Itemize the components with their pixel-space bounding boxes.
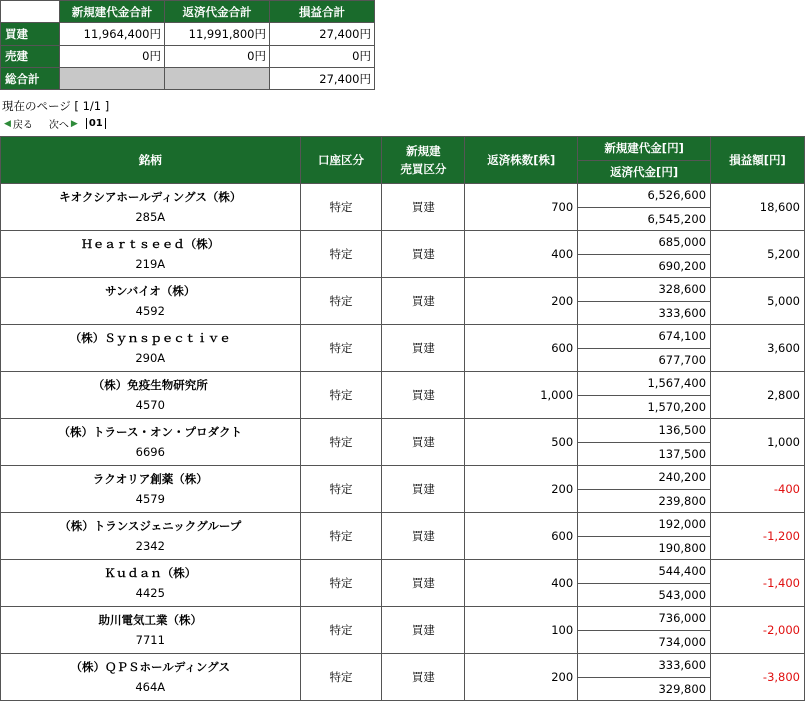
table-header-row-1: [1, 137, 805, 161]
trade-type: 買建: [382, 419, 465, 466]
account-type: 特定: [300, 325, 382, 372]
summary-label-total: 総合計: [1, 67, 60, 89]
account-type: 特定: [300, 654, 382, 701]
table-row: [1, 325, 805, 349]
table-row: [1, 654, 805, 678]
stock-code: 219A: [135, 257, 166, 271]
profit-loss: 5,000: [711, 278, 805, 325]
trade-type: 買建: [382, 560, 465, 607]
stock-cell: [1, 560, 301, 607]
stock-name: ラクオリア創薬（株）: [92, 472, 208, 486]
quantity: 400: [465, 231, 578, 278]
summary-total-blank-1: [60, 67, 165, 89]
stock-name: （株）ＱＰＳホールディングス: [70, 660, 231, 674]
header-repay-amount: 返済代金[円]: [578, 160, 711, 184]
stock-cell: [1, 466, 301, 513]
table-row: [1, 607, 805, 631]
page-info: 現在のページ [ 1/1 ]: [2, 99, 110, 113]
summary-label-sell: 売建: [1, 45, 60, 67]
stock-cell: [1, 372, 301, 419]
account-type: 特定: [300, 278, 382, 325]
summary-table: [0, 0, 375, 90]
new-amount: 685,000: [578, 231, 711, 255]
table-row: [1, 278, 805, 302]
stock-cell: [1, 325, 301, 372]
profit-loss: 1,000: [711, 419, 805, 466]
trade-type: 買建: [382, 372, 465, 419]
trade-type: 買建: [382, 607, 465, 654]
quantity: 600: [465, 325, 578, 372]
repay-amount: 6,545,200: [578, 207, 711, 231]
account-type: 特定: [300, 466, 382, 513]
account-type: 特定: [300, 419, 382, 466]
stock-code: 4425: [135, 586, 165, 600]
table-body: [1, 184, 805, 701]
stock-cell: [1, 278, 301, 325]
trade-type: 買建: [382, 654, 465, 701]
account-type: 特定: [300, 560, 382, 607]
header-name: 銘柄: [1, 137, 301, 184]
summary-sell-pl: 0円: [270, 45, 375, 67]
back-link[interactable]: 戻る: [12, 120, 33, 131]
summary-header-pl: 損益合計: [270, 1, 375, 23]
trade-type: 買建: [382, 278, 465, 325]
new-amount: 240,200: [578, 466, 711, 490]
profit-loss: 3,600: [711, 325, 805, 372]
next-link[interactable]: 次へ: [48, 120, 69, 131]
stock-cell: [1, 419, 301, 466]
profit-loss: 18,600: [711, 184, 805, 231]
table-row: [1, 184, 805, 208]
repay-amount: 734,000: [578, 630, 711, 654]
account-type: 特定: [300, 184, 382, 231]
summary-buy-pl: 27,400円: [270, 23, 375, 45]
quantity: 700: [465, 184, 578, 231]
summary-header-row: [1, 1, 375, 23]
summary-row-total: [1, 67, 375, 89]
table-row: [1, 231, 805, 255]
stock-name: （株）Ｓｙｎｓｐｅｃｔｉｖｅ: [69, 331, 231, 345]
summary-label-buy: 買建: [1, 23, 60, 45]
next-arrow-icon[interactable]: ▶: [70, 118, 78, 129]
stock-name: キオクシアホールディングス（株）: [59, 190, 242, 204]
trade-type: 買建: [382, 466, 465, 513]
quantity: 100: [465, 607, 578, 654]
header-trade-type: 新規建 売買区分: [382, 137, 465, 184]
stock-code: 2342: [135, 539, 165, 553]
new-amount: 674,100: [578, 325, 711, 349]
stock-name: Ｋｕｄａｎ（株）: [104, 566, 197, 580]
repay-amount: 543,000: [578, 583, 711, 607]
new-amount: 192,000: [578, 513, 711, 537]
new-amount: 136,500: [578, 419, 711, 443]
profit-loss: -1,200: [711, 513, 805, 560]
summary-buy-repay: 11,991,800円: [165, 23, 270, 45]
page-number-link[interactable]: 01: [86, 118, 106, 129]
trade-type: 買建: [382, 325, 465, 372]
stock-name: 助川電気工業（株）: [98, 613, 203, 627]
profit-loss: -400: [711, 466, 805, 513]
quantity: 200: [465, 654, 578, 701]
profit-loss: -3,800: [711, 654, 805, 701]
table-row: [1, 372, 805, 396]
stock-name: （株）免疫生物研究所: [92, 378, 208, 392]
summary-row-buy: [1, 23, 375, 45]
pager: [4, 116, 106, 131]
stock-cell: [1, 231, 301, 278]
stock-code: 464A: [135, 680, 166, 694]
trade-type: 買建: [382, 231, 465, 278]
quantity: 1,000: [465, 372, 578, 419]
table-row: [1, 513, 805, 537]
repay-amount: 190,800: [578, 536, 711, 560]
repay-amount: 137,500: [578, 442, 711, 466]
profit-loss: 2,800: [711, 372, 805, 419]
repay-amount: 677,700: [578, 348, 711, 372]
stock-code: 4579: [135, 492, 165, 506]
account-type: 特定: [300, 513, 382, 560]
repay-amount: 329,800: [578, 677, 711, 701]
new-amount: 333,600: [578, 654, 711, 678]
new-amount: 736,000: [578, 607, 711, 631]
trade-type: 買建: [382, 513, 465, 560]
quantity: 600: [465, 513, 578, 560]
trade-type: 買建: [382, 184, 465, 231]
new-amount: 328,600: [578, 278, 711, 302]
stock-code: 290A: [135, 351, 166, 365]
quantity: 200: [465, 278, 578, 325]
repay-amount: 1,570,200: [578, 395, 711, 419]
summary-sell-repay: 0円: [165, 45, 270, 67]
new-amount: 1,567,400: [578, 372, 711, 396]
stock-cell: [1, 654, 301, 701]
summary-sell-new: 0円: [60, 45, 165, 67]
stock-code: 6696: [135, 445, 165, 459]
repay-amount: 333,600: [578, 301, 711, 325]
header-new-amount: 新規建代金[円]: [578, 137, 711, 161]
table-row: [1, 560, 805, 584]
header-account: 口座区分: [300, 137, 382, 184]
stock-cell: [1, 607, 301, 654]
stock-name: （株）トラース・オン・プロダクト: [58, 425, 242, 439]
summary-header-repay: 返済代金合計: [165, 1, 270, 23]
summary-header-new: 新規建代金合計: [60, 1, 165, 23]
positions-table: [0, 136, 805, 701]
profit-loss: 5,200: [711, 231, 805, 278]
quantity: 200: [465, 466, 578, 513]
summary-buy-new: 11,964,400円: [60, 23, 165, 45]
stock-name: サンバイオ（株）: [105, 284, 196, 298]
stock-code: 4570: [135, 398, 165, 412]
account-type: 特定: [300, 372, 382, 419]
summary-corner: [1, 1, 60, 23]
profit-loss: -2,000: [711, 607, 805, 654]
stock-code: 7711: [135, 633, 165, 647]
account-type: 特定: [300, 231, 382, 278]
stock-cell: [1, 513, 301, 560]
stock-code: 285A: [135, 210, 166, 224]
quantity: 500: [465, 419, 578, 466]
header-pl: 損益額[円]: [711, 137, 805, 184]
stock-cell: [1, 184, 301, 231]
new-amount: 544,400: [578, 560, 711, 584]
new-amount: 6,526,600: [578, 184, 711, 208]
summary-total-pl: 27,400円: [270, 67, 375, 89]
profit-loss: -1,400: [711, 560, 805, 607]
stock-code: 4592: [135, 304, 165, 318]
stock-name: Ｈｅａｒｔｓｅｅｄ（株）: [81, 237, 220, 251]
account-type: 特定: [300, 607, 382, 654]
quantity: 400: [465, 560, 578, 607]
repay-amount: 690,200: [578, 254, 711, 278]
summary-row-sell: [1, 45, 375, 67]
stock-name: （株）トランスジェニックグループ: [59, 519, 242, 533]
header-quantity: 返済株数[株]: [465, 137, 578, 184]
table-row: [1, 466, 805, 490]
back-arrow-icon[interactable]: ◀: [4, 118, 11, 129]
summary-total-blank-2: [165, 67, 270, 89]
table-row: [1, 419, 805, 443]
repay-amount: 239,800: [578, 489, 711, 513]
